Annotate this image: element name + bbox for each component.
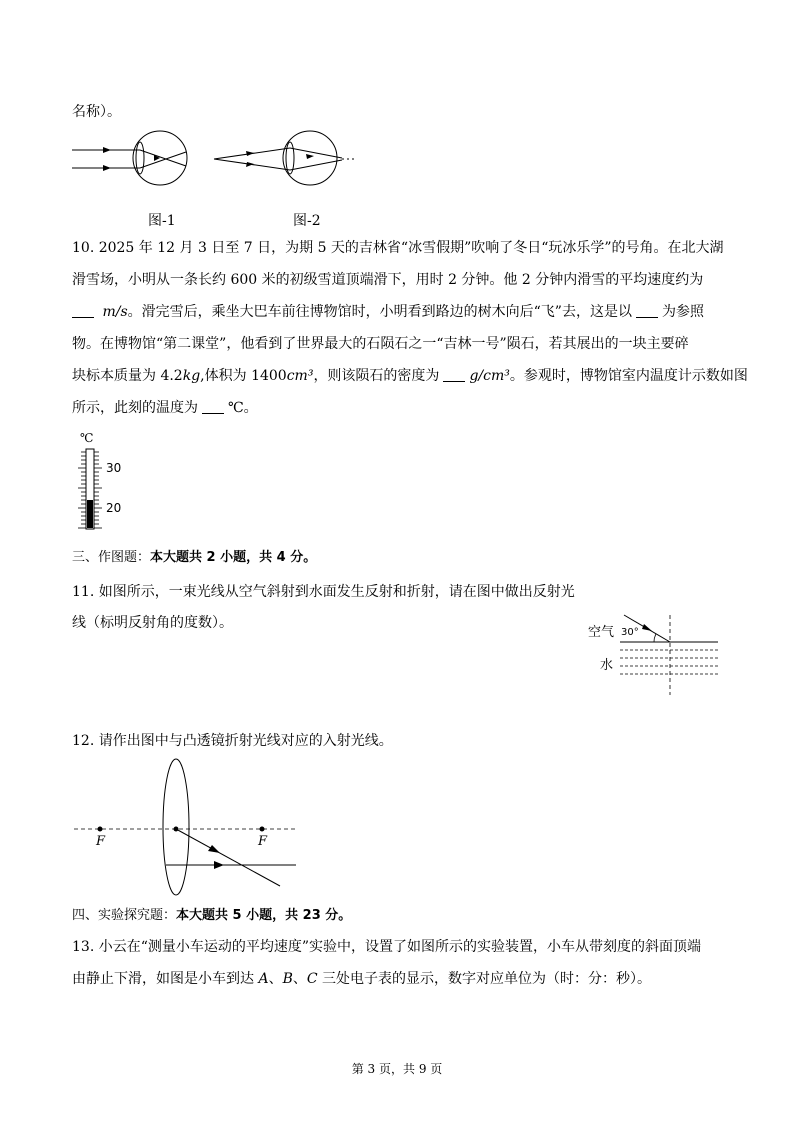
focus-right-point [260, 827, 265, 832]
point-a-label: A [258, 971, 269, 987]
q13-sep-2: 、 [292, 971, 307, 987]
water-label: 水 [600, 658, 614, 673]
eye-1 [72, 131, 187, 185]
q10-line-5-c: ，则该陨石的密度为 [313, 368, 440, 384]
convex-lens-diagram [70, 755, 310, 900]
q10-line-5-b: ,体积为 1400 [200, 368, 287, 384]
q10-line-1: 10. 2025 年 12 月 3 日至 7 日，为期 5 天的吉林省“冰雪假期”吹响了冬日“玩冰乐学”的号角。在北大湖 [72, 240, 724, 256]
incident-ray-arrow [642, 624, 652, 631]
answer-blank-speed[interactable] [72, 303, 94, 318]
answer-blank-density[interactable] [443, 367, 465, 382]
thermometer-unit: ℃ [80, 431, 94, 445]
figure-2-label: 图-2 [293, 213, 321, 229]
q10-line-5-d: 。参观时，博物馆室内温度计示数如图 [509, 368, 748, 384]
q13-line-1: 13. 小云在“测量小车运动的平均速度”实验中，设置了如图所示的实验装置，小车从带刻度的斜面顶端 [72, 939, 702, 955]
q10-line-2: 滑雪场，小明从一条长约 600 米的初级雪道顶端滑下，用时 2 分钟。他 2 分钟内滑雪的平均速度约为 [72, 272, 704, 288]
q13-sep-1: 、 [268, 971, 283, 987]
q13-line-2-b: 三处电子表的显示，数字对应单位为（时：分：秒）。 [317, 971, 652, 987]
section-4-end: 分。 [320, 908, 352, 923]
eye-diagrams [66, 128, 366, 198]
section-4-heading [72, 906, 351, 926]
focus-right-label: F [258, 834, 268, 849]
section-3-score: 4 [276, 550, 286, 565]
thermometer [72, 446, 132, 532]
page-footer: 第 3 页，共 9 页 [351, 1062, 443, 1076]
section-3-count: 2 [206, 550, 216, 565]
q12-text: 12. 请作出图中与凸透镜折射光线对应的入射光线。 [72, 733, 393, 749]
q10-line-5-a: 块标本质量为 4.2 [72, 368, 183, 384]
angle-arc [654, 634, 656, 642]
section-3-mid: 小题，共 [215, 550, 277, 565]
q9-tail-text: 名称）。 [72, 104, 121, 120]
q10-line-3 [72, 302, 704, 322]
air-label: 空气 [588, 625, 615, 640]
section-3-desc: 本大题共 [150, 550, 207, 565]
q11-line-2: 线（标明反射角的度数）。 [72, 615, 233, 631]
q10-line-6-a: 所示，此刻的温度为 [72, 400, 198, 416]
answer-blank-temperature[interactable] [202, 399, 224, 414]
q10-line-5 [72, 366, 748, 386]
point-b-label: B [282, 971, 293, 987]
thermometer-liquid [87, 500, 93, 528]
unit-cm3: cm³ [286, 368, 314, 384]
q11-line-1: 11. 如图所示，一束光线从空气斜射到水面发生反射和折射，请在图中做出反射光 [72, 584, 575, 600]
section-4-mid: 小题，共 [241, 908, 303, 923]
section-4-title: 四、实验探究题： [72, 908, 177, 923]
thermometer-label-30: 30 [106, 461, 122, 475]
angle-label: 30° [621, 627, 639, 638]
q13-line-2 [72, 969, 651, 989]
focus-left-point [98, 827, 103, 832]
q13-line-2-a: 由静止下滑，如图是小车到达 [72, 971, 259, 987]
section-4-count: 5 [232, 908, 242, 923]
unit-mps: m/s [102, 304, 128, 320]
eye-2 [214, 131, 356, 185]
section-4-score: 23 [302, 908, 321, 923]
figure-1-label: 图-1 [148, 213, 176, 229]
section-3-end: 分。 [285, 550, 317, 565]
q10-line-3-end: 为参照 [661, 304, 704, 320]
q10-line-6-b: ℃。 [228, 400, 258, 416]
focus-left-label: F [96, 834, 106, 849]
answer-blank-reference[interactable] [636, 303, 658, 318]
q10-line-6 [72, 398, 258, 418]
section-3-title: 三、作图题： [72, 550, 151, 565]
q10-line-4: 物。在博物馆“第二课堂”，他看到了世界最大的石陨石之一“吉林一号”陨石，若其展出的一块主要碎 [72, 336, 689, 352]
q10-line-3-mid: 。滑完雪后，乘坐大巴车前往博物馆时，小明看到路边的树木向后“飞”去，这是以 [127, 304, 632, 320]
point-c-label: C [306, 971, 318, 987]
unit-gcm3: g/cm³ [469, 368, 510, 384]
section-4-desc: 本大题共 [176, 908, 233, 923]
reflection-diagram [612, 610, 722, 700]
unit-kg: kg [182, 368, 201, 384]
thermometer-label-20: 20 [106, 501, 122, 515]
section-3-heading [72, 548, 316, 568]
